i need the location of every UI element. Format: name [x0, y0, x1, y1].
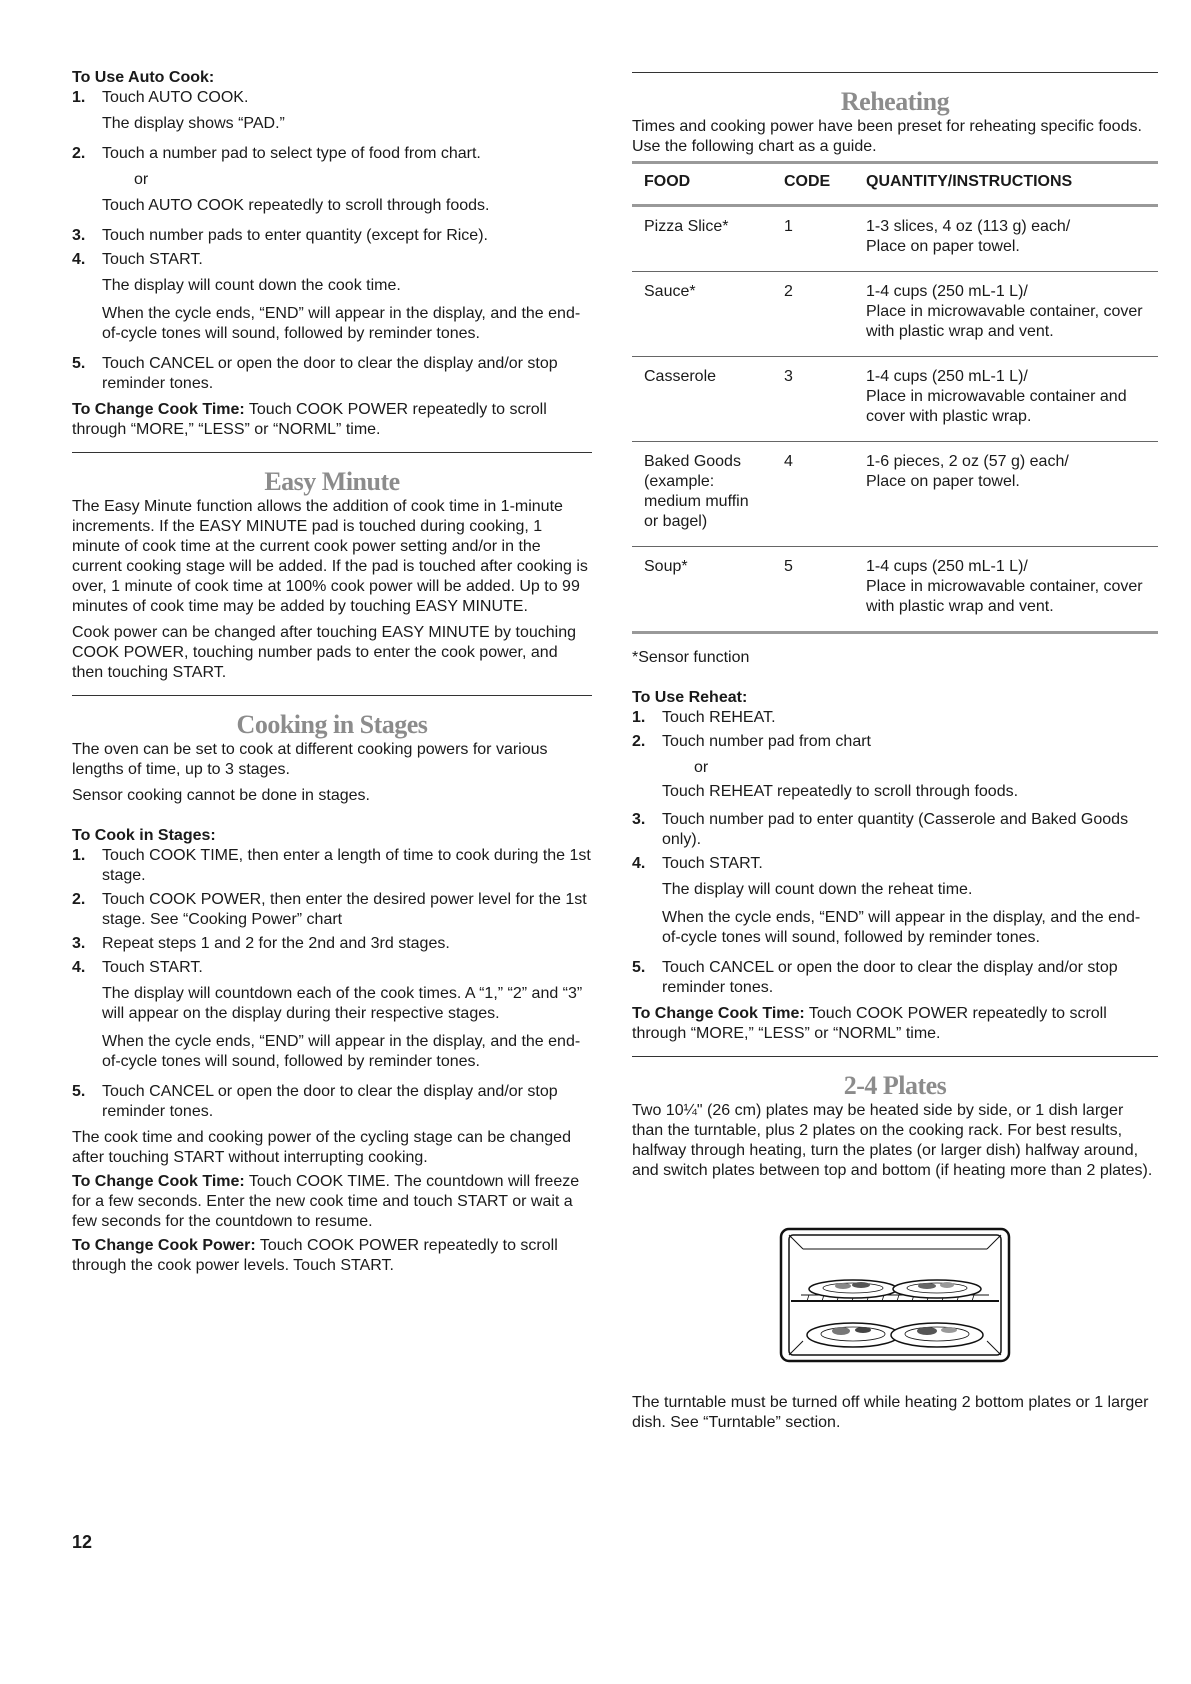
- column-header-code: CODE: [784, 173, 831, 190]
- cell-food: Baked Goods (example: medium muffin or bagel): [644, 453, 749, 530]
- cell-code: 2: [784, 283, 793, 300]
- cell-food: Sauce*: [644, 283, 696, 300]
- list-item: 2. Touch a number pad to select type of food from chart. or Touch AUTO COOK repeatedly to scroll through foods.: [72, 145, 490, 214]
- cooking-stages-p1: The oven can be set to cook at different cooking powers for various lengths of time, up to 3 stages.: [72, 741, 548, 778]
- section-divider: [632, 1056, 1158, 1057]
- cell-code: 5: [784, 558, 793, 575]
- column-header-food: FOOD: [644, 173, 691, 190]
- auto-cook-change-time: To Change Cook Time: Touch COOK POWER repeatedly to scroll through “MORE,” “LESS” or “NORML” time.: [72, 401, 547, 438]
- right-column: [632, 0, 1158, 1433]
- list-item: 2. Touch number pad from chart or Touch REHEAT repeatedly to scroll through foods.: [632, 733, 1019, 800]
- easy-minute-p2: Cook power can be changed after touching EASY MINUTE by touching COOK POWER, touching number pads to enter the cook power, and then touching START.: [72, 624, 576, 681]
- list-item: 1. Touch AUTO COOK. The display shows “PAD.”: [72, 89, 285, 132]
- sensor-footnote: *Sensor function: [632, 649, 750, 666]
- section-divider: [72, 695, 592, 696]
- easy-minute-title: Easy Minute: [264, 467, 400, 496]
- table-header-row: [632, 163, 1158, 206]
- reheat-steps: [632, 708, 1158, 998]
- cell-code: 3: [784, 368, 793, 385]
- plates-p2: The turntable must be turned off while heating 2 bottom plates or 1 larger dish. See “Turntable” section.: [632, 1394, 1149, 1431]
- reheat-table: [632, 161, 1158, 634]
- list-item: 5. Touch CANCEL or open the door to clear the display and/or stop reminder tones.: [72, 355, 558, 392]
- list-item: 1. Touch COOK TIME, then enter a length of time to cook during the 1st stage.: [72, 847, 591, 884]
- section-divider: [632, 72, 1158, 73]
- page-number: 12: [72, 1532, 93, 1552]
- reheating-title: Reheating: [840, 87, 950, 116]
- cook-in-stages-steps: [72, 846, 592, 1122]
- cell-code: 1: [784, 218, 793, 235]
- plates-title: 2-4 Plates: [843, 1071, 947, 1100]
- cell-food: Pizza Slice*: [644, 218, 729, 235]
- list-item: 4. Touch START. The display will count down the reheat time. When the cycle ends, “END” will appear in the display, and the end-of-cycle tones will sound, followed by reminder tones.: [632, 855, 1141, 946]
- use-reheat-heading: To Use Reheat:: [632, 689, 748, 706]
- cell-food: Soup*: [644, 558, 688, 575]
- table-row: [632, 547, 1158, 633]
- easy-minute-p1: The Easy Minute function allows the addition of cook time in 1-minute increments. If the EASY MINUTE pad is touched during cooking, 1 minute of cook time at the current cook power setting and/or in the current cooking stage will be added. If the pad is touched after cooking is over, 1 minute of cook time at 100% cook power will be added. Up to 99 minutes of cook time may be added by touching EASY MINUTE.: [72, 498, 588, 615]
- cooking-stages-p2: Sensor cooking cannot be done in stages.: [72, 787, 370, 804]
- cell-instructions: 1-3 slices, 4 oz (113 g) each/ Place on paper towel.: [866, 218, 1071, 255]
- cell-instructions: 1-4 cups (250 mL-1 L)/ Place in microwavable container and cover with plastic wrap.: [866, 368, 1127, 425]
- cooking-stages-change-time: To Change Cook Time: Touch COOK TIME. The countdown will freeze for a few seconds. Enter the new cook time and touch START or wait a few seconds for the countdown to resume.: [72, 1173, 580, 1230]
- cell-food: Casserole: [644, 368, 717, 385]
- list-item: 3. Touch number pads to enter quantity (except for Rice).: [72, 227, 488, 244]
- left-column: [72, 0, 592, 1276]
- plates-p1: Two 10¼" (26 cm) plates may be heated side by side, or 1 dish larger than the turntable, plus 2 plates on the cooking rack. For best results, halfway through heating, turn the plates (or larger dish) halfway around, and switch plates between top and bottom (if heating more than 2 plates).: [632, 1102, 1153, 1179]
- list-item: 2. Touch COOK POWER, then enter the desired power level for the 1st stage. See “Cooking Power” chart: [72, 891, 587, 928]
- cook-in-stages-heading: To Cook in Stages:: [72, 827, 216, 844]
- table-row: [632, 442, 1158, 547]
- microwave-plates-illustration: [779, 1227, 1011, 1363]
- table-row: [632, 272, 1158, 357]
- cell-instructions: 1-4 cups (250 mL-1 L)/ Place in microwavable container, cover with plastic wrap and vent.: [866, 283, 1143, 340]
- list-item: 5. Touch CANCEL or open the door to clear the display and/or stop reminder tones.: [72, 1083, 558, 1120]
- cooking-stages-p3: The cook time and cooking power of the cycling stage can be changed after touching START without interrupting cooking.: [72, 1129, 571, 1166]
- list-item: 4. Touch START. The display will countdown each of the cook times. A “1,” “2” and “3” will appear on the display during their respective stages. When the cycle ends, “END” will appear in the display, and the end-of-cycle tones will sound, followed by reminder tones.: [72, 959, 583, 1070]
- list-item: 3. Touch number pad to enter quantity (Casserole and Baked Goods only).: [632, 811, 1129, 848]
- column-header-quantity: QUANTITY/INSTRUCTIONS: [866, 173, 1073, 190]
- cooking-stages-change-power: To Change Cook Power: Touch COOK POWER repeatedly to scroll through the cook power levels. Touch START.: [72, 1237, 558, 1274]
- list-item: 1. Touch REHEAT.: [632, 709, 776, 726]
- cell-instructions: 1-4 cups (250 mL-1 L)/ Place in microwavable container, cover with plastic wrap and vent.: [866, 558, 1143, 615]
- table-row: [632, 206, 1158, 272]
- auto-cook-steps: [72, 88, 592, 394]
- reheat-change-time: To Change Cook Time: Touch COOK POWER repeatedly to scroll through “MORE,” “LESS” or “NORML” time.: [632, 1005, 1107, 1042]
- list-item: 3. Repeat steps 1 and 2 for the 2nd and 3rd stages.: [72, 935, 450, 952]
- auto-cook-heading: To Use Auto Cook:: [72, 69, 215, 86]
- cooking-stages-title: Cooking in Stages: [236, 710, 428, 739]
- cell-instructions: 1-6 pieces, 2 oz (57 g) each/ Place on paper towel.: [866, 453, 1069, 490]
- list-item: 5. Touch CANCEL or open the door to clear the display and/or stop reminder tones.: [632, 959, 1118, 996]
- table-row: [632, 357, 1158, 442]
- cell-code: 4: [784, 453, 793, 470]
- reheating-intro: Times and cooking power have been preset for reheating specific foods. Use the following chart as a guide.: [632, 118, 1142, 155]
- section-divider: [72, 452, 592, 453]
- list-item: 4. Touch START. The display will count down the cook time. When the cycle ends, “END” will appear in the display, and the end-of-cycle tones will sound, followed by reminder tones.: [72, 251, 581, 342]
